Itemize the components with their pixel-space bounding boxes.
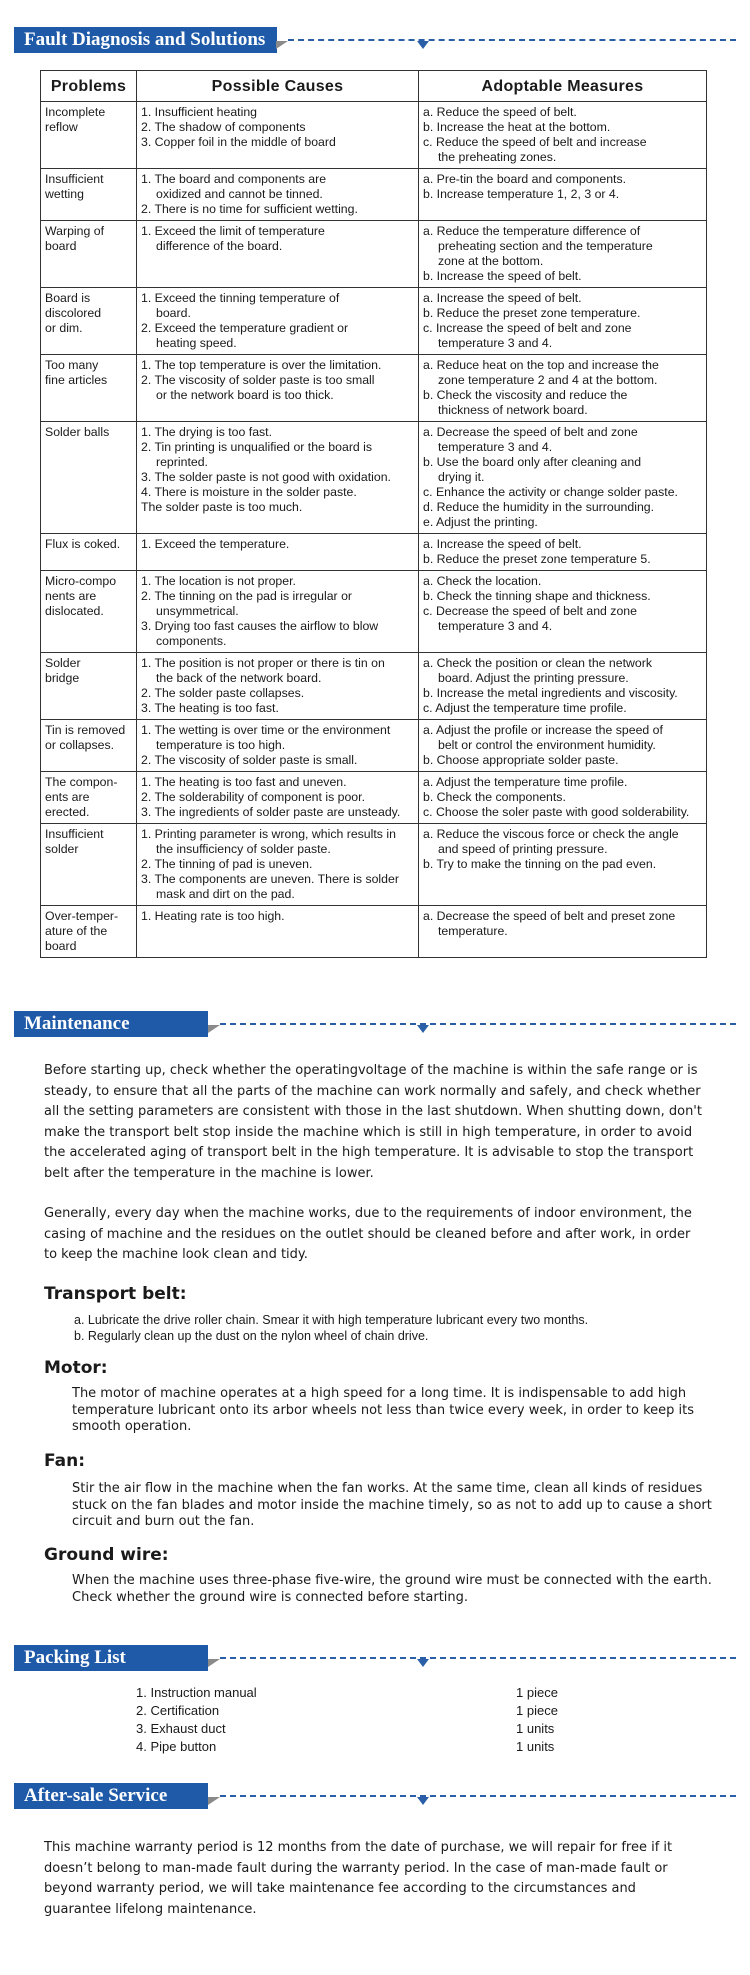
table-row xyxy=(41,534,707,571)
measure-text: a. Reduce the viscous force or check the angle xyxy=(423,827,679,841)
list-item xyxy=(136,1720,596,1738)
problem-text: Micro-compo xyxy=(45,574,117,588)
measure-text: a. Reduce the speed of belt. xyxy=(423,105,577,119)
measure-text: b. Try to make the tinning on the pad even. xyxy=(423,857,657,871)
section-title: Fault Diagnosis and Solutions xyxy=(14,27,277,53)
cause-text: 2. Exceed the temperature gradient or xyxy=(141,321,349,335)
ground-wire-text: When the machine uses three-phase five-wire, the ground wire must be connected with the earth. Check whether the ground wire is connected before starting. xyxy=(72,1573,712,1605)
problem-text: dislocated. xyxy=(45,604,104,618)
cause-text: 1. The top temperature is over the limitation. xyxy=(141,358,382,372)
cause-text: 4. There is moisture in the solder paste. xyxy=(141,485,357,499)
measure-text: a. Pre-tin the board and components. xyxy=(423,172,627,186)
header-notch xyxy=(276,41,288,49)
cause-text: heating speed. xyxy=(156,336,237,350)
problem-cell xyxy=(41,288,137,355)
measure-text: a. Reduce heat on the top and increase the xyxy=(423,358,659,372)
measure-text: a. Check the position or clean the network xyxy=(423,656,652,670)
measures-cell xyxy=(419,720,707,772)
problem-cell xyxy=(41,772,137,824)
measure-text: b. Reduce the preset zone temperature. xyxy=(423,306,641,320)
table-row xyxy=(41,824,707,906)
section-header-aftersale xyxy=(14,1783,736,1809)
table-row xyxy=(41,355,707,422)
transport-belt-list xyxy=(74,1312,714,1344)
measure-text: temperature. xyxy=(438,924,508,938)
problem-text: board xyxy=(45,239,77,253)
measures-cell xyxy=(419,653,707,720)
measure-text: b. Check the tinning shape and thickness. xyxy=(423,589,651,603)
measure-text: c. Choose the soler paste with good solderability. xyxy=(423,805,690,819)
table-row xyxy=(41,772,707,824)
cause-text: 1. The drying is too fast. xyxy=(141,425,273,439)
measure-text: c. Increase the speed of belt and zone xyxy=(423,321,632,335)
measures-cell xyxy=(419,221,707,288)
cause-text: 2. The viscosity of solder paste is small. xyxy=(141,753,358,767)
measures-cell xyxy=(419,422,707,534)
cause-text: or the network board is too thick. xyxy=(156,388,334,402)
packing-item-name: 4. Pipe button xyxy=(136,1739,217,1754)
problem-cell xyxy=(41,571,137,653)
table-row xyxy=(41,288,707,355)
packing-item-name: 2. Certification xyxy=(136,1703,220,1718)
measure-text: b. Increase temperature 1, 2, 3 or 4. xyxy=(423,187,620,201)
causes-cell xyxy=(137,169,419,221)
causes-cell xyxy=(137,571,419,653)
packing-item-qty: 1 units xyxy=(516,1739,555,1754)
measure-text: board. Adjust the printing pressure. xyxy=(438,671,629,685)
problem-cell xyxy=(41,355,137,422)
measure-text: a. Adjust the profile or increase the speed of xyxy=(423,723,663,737)
section-header-fault xyxy=(14,27,736,53)
causes-cell xyxy=(137,906,419,958)
fan-text: Stir the air flow in the machine when the fan works. At the same time, clean all kinds of residues stuck on the fan blades and motor inside the machine timely, so as not to add up to cause a short circuit and burn out the fan. xyxy=(72,1481,712,1529)
causes-cell xyxy=(137,422,419,534)
header-arrow-icon xyxy=(417,1797,429,1805)
cause-text: reprinted. xyxy=(156,455,208,469)
measure-text: the preheating zones. xyxy=(438,150,557,164)
list-item: b. Regularly clean up the dust on the nylon wheel of chain drive. xyxy=(74,1329,429,1343)
measure-text: c. Decrease the speed of belt and zone xyxy=(423,604,637,618)
problem-cell xyxy=(41,824,137,906)
problem-text: bridge xyxy=(45,671,80,685)
list-item xyxy=(136,1684,596,1702)
measure-text: c. Enhance the activity or change solder paste. xyxy=(423,485,678,499)
cause-text: the back of the network board. xyxy=(156,671,322,685)
measures-cell xyxy=(419,772,707,824)
causes-cell xyxy=(137,288,419,355)
fault-table-body xyxy=(41,102,707,958)
problem-text: The compon- xyxy=(45,775,118,789)
measure-text: preheating section and the temperature xyxy=(438,239,653,253)
section-header-maintenance xyxy=(14,1011,736,1037)
causes-cell xyxy=(137,221,419,288)
problem-cell xyxy=(41,720,137,772)
cause-text: oxidized and cannot be tinned. xyxy=(156,187,323,201)
measure-text: b. Choose appropriate solder paste. xyxy=(423,753,619,767)
header-problems: Problems xyxy=(41,71,137,102)
section-header-packing xyxy=(14,1645,736,1671)
measure-text: b. Reduce the preset zone temperature 5. xyxy=(423,552,651,566)
table-row xyxy=(41,653,707,720)
problem-text: Warping of xyxy=(45,224,105,238)
problem-text: Solder xyxy=(45,656,81,670)
cause-text: unsymmetrical. xyxy=(156,604,239,618)
measures-cell xyxy=(419,102,707,169)
measure-text: temperature 3 and 4. xyxy=(438,619,553,633)
packing-item-qty: 1 piece xyxy=(516,1703,558,1718)
causes-cell xyxy=(137,653,419,720)
measures-cell xyxy=(419,355,707,422)
causes-cell xyxy=(137,772,419,824)
header-arrow-icon xyxy=(417,1025,429,1033)
problem-cell xyxy=(41,534,137,571)
problem-text: discolored xyxy=(45,306,102,320)
list-item xyxy=(136,1738,596,1756)
problem-text: or collapses. xyxy=(45,738,115,752)
measure-text: zone at the bottom. xyxy=(438,254,544,268)
ground-wire-title: Ground wire: xyxy=(44,1545,169,1565)
problem-cell xyxy=(41,906,137,958)
fan-title: Fan: xyxy=(44,1451,85,1471)
measures-cell xyxy=(419,534,707,571)
cause-text: 1. The position is not proper or there is tin on xyxy=(141,656,385,670)
cause-text: mask and dirt on the pad. xyxy=(156,887,295,901)
section-title: Maintenance xyxy=(14,1011,208,1037)
cause-text: 1. The wetting is over time or the environment xyxy=(141,723,391,737)
measure-text: b. Use the board only after cleaning and xyxy=(423,455,642,469)
problem-text: Tin is removed xyxy=(45,723,126,737)
problem-text: or dim. xyxy=(45,321,83,335)
cause-text: 2. Tin printing is unqualified or the board is xyxy=(141,440,373,454)
header-dashed-line xyxy=(288,39,736,41)
measure-text: c. Adjust the temperature time profile. xyxy=(423,701,627,715)
causes-cell xyxy=(137,534,419,571)
list-item: a. Lubricate the drive roller chain. Smear it with high temperature lubricant every two months. xyxy=(74,1313,589,1327)
maintenance-paragraph-2: Generally, every day when the machine works, due to the requirements of indoor environment, the casing of machine and the residues on the outlet should be cleaned before and after work, in order to keep the machine look clean and tidy. xyxy=(44,1206,692,1262)
measure-text: zone temperature 2 and 4 at the bottom. xyxy=(438,373,658,387)
problem-cell xyxy=(41,169,137,221)
header-notch xyxy=(208,1659,220,1667)
problem-text: Insufficient xyxy=(45,172,104,186)
list-item xyxy=(136,1702,596,1720)
table-row xyxy=(41,102,707,169)
problem-text: wetting xyxy=(45,187,84,201)
problem-cell xyxy=(41,422,137,534)
problem-text: Over-temper- xyxy=(45,909,119,923)
packing-item-qty: 1 units xyxy=(516,1721,555,1736)
measure-text: b. Increase the metal ingredients and viscosity. xyxy=(423,686,678,700)
packing-item-name: 1. Instruction manual xyxy=(136,1685,257,1700)
problem-text: Flux is coked. xyxy=(45,537,121,551)
header-arrow-icon xyxy=(417,1659,429,1667)
header-dashed-line xyxy=(220,1795,736,1797)
measure-text: b. Check the components. xyxy=(423,790,566,804)
problem-cell xyxy=(41,653,137,720)
aftersale-text: This machine warranty period is 12 months from the date of purchase, we will repair for free if it doesn’t belong to man-made fault during the warranty period. In the case of man-made fault or beyond warranty period, we will take maintenance fee according to the circumstances and guarantee lifelong maintenance. xyxy=(44,1840,673,1917)
problem-text: fine articles xyxy=(45,373,108,387)
causes-cell xyxy=(137,102,419,169)
measure-text: b. Check the viscosity and reduce the xyxy=(423,388,628,402)
causes-cell xyxy=(137,824,419,906)
measure-text: a. Decrease the speed of belt and zone xyxy=(423,425,638,439)
packing-item-name: 3. Exhaust duct xyxy=(136,1721,226,1736)
cause-text: 3. The ingredients of solder paste are unsteady. xyxy=(141,805,401,819)
table-row xyxy=(41,720,707,772)
table-row xyxy=(41,571,707,653)
measure-text: and speed of printing pressure. xyxy=(438,842,608,856)
measure-text: belt or control the environment humidity. xyxy=(438,738,656,752)
cause-text: 1. The heating is too fast and uneven. xyxy=(141,775,347,789)
cause-text: 1. Exceed the tinning temperature of xyxy=(141,291,340,305)
cause-text: 1. Exceed the temperature. xyxy=(141,537,290,551)
table-header-row xyxy=(41,71,707,102)
cause-text: 1. Printing parameter is wrong, which results in xyxy=(141,827,396,841)
cause-text: 1. Heating rate is too high. xyxy=(141,909,285,923)
cause-text: 2. The tinning on the pad is irregular or xyxy=(141,589,352,603)
table-row xyxy=(41,221,707,288)
header-dashed-line xyxy=(220,1023,736,1025)
problem-text: Insufficient xyxy=(45,827,104,841)
measures-cell xyxy=(419,906,707,958)
problem-text: ents are xyxy=(45,790,90,804)
fault-table xyxy=(40,70,707,958)
problem-text: erected. xyxy=(45,805,90,819)
measure-text: c. Reduce the speed of belt and increase xyxy=(423,135,647,149)
table-row xyxy=(41,169,707,221)
problem-text: Too many xyxy=(45,358,99,372)
cause-text: components. xyxy=(156,634,227,648)
cause-text: 3. Drying too fast causes the airflow to blow xyxy=(141,619,379,633)
measure-text: d. Reduce the humidity in the surrounding. xyxy=(423,500,655,514)
section-title: Packing List xyxy=(14,1645,208,1671)
cause-text: 1. Insufficient heating xyxy=(141,105,257,119)
header-notch xyxy=(208,1025,220,1033)
cause-text: 2. The solder paste collapses. xyxy=(141,686,305,700)
cause-text: temperature is too high. xyxy=(156,738,286,752)
measure-text: a. Increase the speed of belt. xyxy=(423,537,582,551)
cause-text: 1. The board and components are xyxy=(141,172,327,186)
table-row xyxy=(41,422,707,534)
measure-text: b. Increase the speed of belt. xyxy=(423,269,582,283)
cause-text: the insufficiency of solder paste. xyxy=(156,842,331,856)
measures-cell xyxy=(419,571,707,653)
measure-text: e. Adjust the printing. xyxy=(423,515,538,529)
problem-text: Solder balls xyxy=(45,425,110,439)
cause-text: 3. The heating is too fast. xyxy=(141,701,279,715)
measure-text: temperature 3 and 4. xyxy=(438,336,553,350)
cause-text: 3. The components are uneven. There is solder xyxy=(141,872,399,886)
problem-text: Incomplete xyxy=(45,105,106,119)
cause-text: 3. The solder paste is not good with oxidation. xyxy=(141,470,391,484)
cause-text: 3. Copper foil in the middle of board xyxy=(141,135,336,149)
measure-text: drying it. xyxy=(438,470,485,484)
cause-text: 2. The shadow of components xyxy=(141,120,306,134)
measure-text: a. Check the location. xyxy=(423,574,542,588)
measure-text: temperature 3 and 4. xyxy=(438,440,553,454)
measure-text: a. Decrease the speed of belt and preset zone xyxy=(423,909,676,923)
header-notch xyxy=(208,1797,220,1805)
measures-cell xyxy=(419,824,707,906)
section-title: After-sale Service xyxy=(14,1783,208,1809)
problem-text: reflow xyxy=(45,120,78,134)
cause-text: 2. The tinning of pad is uneven. xyxy=(141,857,313,871)
packing-list xyxy=(136,1684,596,1756)
motor-title: Motor: xyxy=(44,1358,108,1378)
motor-text: The motor of machine operates at a high speed for a long time. It is indispensable to add high temperature lubricant onto its arbor wheels not less than twice every week, in order to keep its smooth operation. xyxy=(72,1386,695,1434)
cause-text: 2. There is no time for sufficient wetting. xyxy=(141,202,358,216)
header-causes: Possible Causes xyxy=(137,71,419,102)
measure-text: a. Increase the speed of belt. xyxy=(423,291,582,305)
measure-text: a. Adjust the temperature time profile. xyxy=(423,775,628,789)
problem-text: solder xyxy=(45,842,79,856)
measures-cell xyxy=(419,288,707,355)
cause-text: 2. The viscosity of solder paste is too small xyxy=(141,373,375,387)
measure-text: b. Increase the heat at the bottom. xyxy=(423,120,611,134)
problem-text: board xyxy=(45,939,77,953)
cause-text: 2. The solderability of component is poor. xyxy=(141,790,365,804)
header-arrow-icon xyxy=(417,41,429,49)
measure-text: thickness of network board. xyxy=(438,403,588,417)
table-row xyxy=(41,906,707,958)
causes-cell xyxy=(137,355,419,422)
problem-text: ature of the xyxy=(45,924,108,938)
transport-belt-title: Transport belt: xyxy=(44,1284,187,1304)
problem-cell xyxy=(41,221,137,288)
cause-text: 1. Exceed the limit of temperature xyxy=(141,224,325,238)
cause-text: board. xyxy=(156,306,191,320)
packing-item-qty: 1 piece xyxy=(516,1685,558,1700)
maintenance-paragraph-1: Before starting up, check whether the operatingvoltage of the machine is within the safe range or is steady, to ensure that all the parts of the machine can work normally and safely, and check whether all the setting parameters are consistent with those in the last shutdown. When shutting down, don't make the transport belt stop inside the machine which is still in high temperature, in order to avoid the accelerated aging of transport belt in the high temperature. It is advisable to stop the transport belt after the temperature in the machine is lower. xyxy=(44,1063,702,1181)
header-dashed-line xyxy=(220,1657,736,1659)
problem-text: nents are xyxy=(45,589,97,603)
cause-text: 1. The location is not proper. xyxy=(141,574,296,588)
measure-text: a. Reduce the temperature difference of xyxy=(423,224,641,238)
cause-text: difference of the board. xyxy=(156,239,283,253)
measures-cell xyxy=(419,169,707,221)
problem-cell xyxy=(41,102,137,169)
causes-cell xyxy=(137,720,419,772)
cause-text: The solder paste is too much. xyxy=(141,500,303,514)
problem-text: Board is xyxy=(45,291,91,305)
header-measures: Adoptable Measures xyxy=(419,71,707,102)
